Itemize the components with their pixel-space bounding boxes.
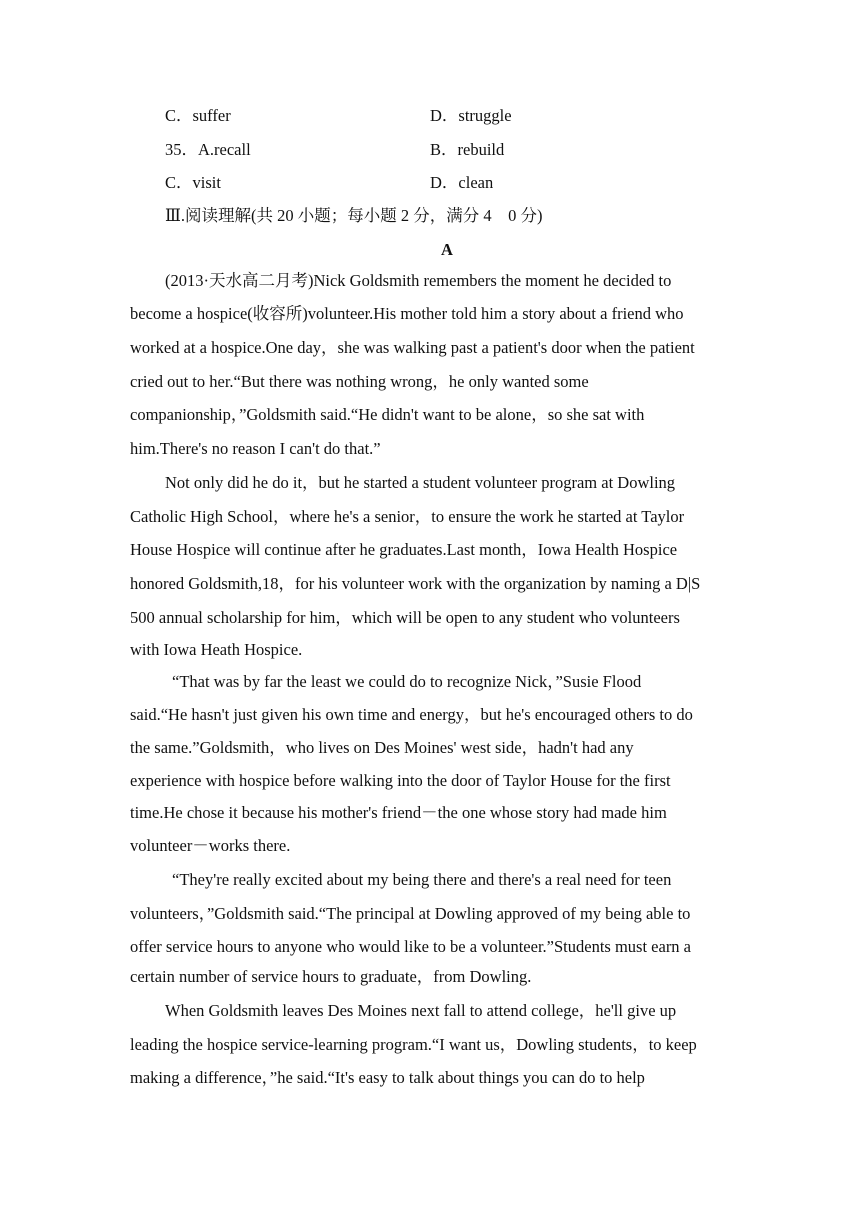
paragraph-line: 500 annual scholarship for him，which will be open to any student who volunteers xyxy=(130,608,680,627)
paragraph-line: him.There's no reason I can't do that.” xyxy=(130,439,381,458)
option-b-rebuild: B．rebuild xyxy=(430,140,505,159)
option-c-visit: C．visit xyxy=(165,173,221,192)
paragraph-line: experience with hospice before walking into the door of Taylor House for the first xyxy=(130,771,671,790)
paragraph-line: worked at a hospice.One day，she was walking past a patient's door when the patient xyxy=(130,338,695,357)
paragraph-line: become a hospice(收容所)volunteer.His mother told him a story about a friend who xyxy=(130,304,684,323)
paragraph-line: making a difference，”he said.“It's easy to talk about things you can do to help xyxy=(130,1068,645,1087)
paragraph-line: (2013·天水高二月考)Nick Goldsmith remembers the moment he decided to xyxy=(165,271,672,290)
paragraph-line: the same.”Goldsmith，who lives on Des Moines' west side，hadn't had any xyxy=(130,738,634,757)
paragraph-line: Catholic High School，where he's a senior，to ensure the work he started at Taylor xyxy=(130,507,685,526)
paragraph-line: When Goldsmith leaves Des Moines next fall to attend college，he'll give up xyxy=(165,1001,677,1020)
paragraph-line: with Iowa Heath Hospice. xyxy=(130,640,303,659)
paragraph-line: cried out to her.“But there was nothing wrong，he only wanted some xyxy=(130,372,589,391)
paragraph-line: volunteer－works there. xyxy=(130,836,291,855)
paragraph-line: offer service hours to anyone who would like to be a volunteer.”Students must earn a xyxy=(130,937,692,956)
paragraph-line: time.He chose it because his mother's friend－the one whose story had made him xyxy=(130,803,667,822)
paragraph-line: companionship，”Goldsmith said.“He didn't want to be alone，so she sat with xyxy=(130,405,645,424)
question-35-option-a: 35．A.recall xyxy=(165,140,251,159)
paragraph-line: Not only did he do it，but he started a student volunteer program at Dowling xyxy=(165,473,676,492)
option-c-suffer: C．suffer xyxy=(165,106,231,125)
paragraph-line: “That was by far the least we could do to recognize Nick，”Susie Flood xyxy=(172,672,642,691)
paragraph-line: “They're really excited about my being there and there's a real need for teen xyxy=(172,870,672,889)
paragraph-line: certain number of service hours to graduate，from Dowling. xyxy=(130,967,532,986)
option-d-clean: D．clean xyxy=(430,173,494,192)
passage-label: A xyxy=(441,240,453,259)
paragraph-line: House Hospice will continue after he graduates.Last month，Iowa Health Hospice xyxy=(130,540,678,559)
option-d-struggle: D．struggle xyxy=(430,106,512,125)
paragraph-line: said.“He hasn't just given his own time and energy，but he's encouraged others to do xyxy=(130,705,693,724)
section-heading: Ⅲ.阅读理解(共 20 小题；每小题 2 分，满分 4 0 分) xyxy=(165,206,543,225)
paragraph-line: honored Goldsmith,18，for his volunteer work with the organization by naming a D|S xyxy=(130,574,701,593)
paragraph-line: volunteers，”Goldsmith said.“The principal at Dowling approved of my being able to xyxy=(130,904,691,923)
paragraph-line: leading the hospice service-learning program.“I want us，Dowling students，to keep xyxy=(130,1035,697,1054)
